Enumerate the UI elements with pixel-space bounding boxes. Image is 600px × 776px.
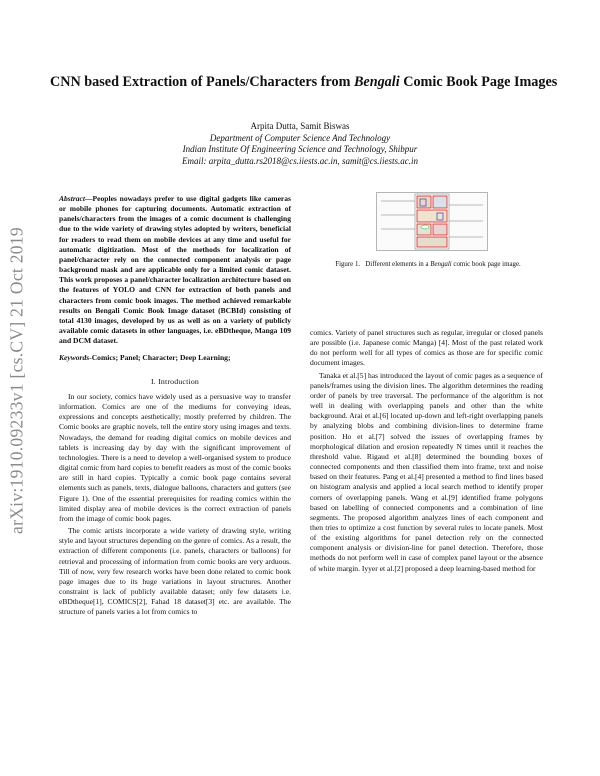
paper-title bbox=[50, 74, 558, 91]
title-prefix: CNN based Extraction of Panels/Characters from bbox=[50, 74, 354, 90]
author-names: Arpita Dutta, Samit Biswas bbox=[250, 121, 350, 131]
caption-prefix: Different elements in a bbox=[365, 261, 431, 268]
section-number: I. bbox=[150, 377, 156, 386]
title-italic: Bengali bbox=[353, 74, 400, 90]
abstract-text: —Peoples nowadays prefer to use digital gadgets like cameras or mobile phones for capturing documents. Automatic extraction of panels/characters from the images of a comic document is challenging due to the wide variety of drawing styles adopted by writers, beneficial for readers to read them on mobile devices at any time and useful for automatic digitization. Most of the methods for localization of panel/character rely on the connected component analysis or page background mask and are applicable only for a limited comic dataset. This work proposes a panel/character localization architecture based on the features of YOLO and CNN for extraction of both panels and characters from comic book images. The method achieved remarkable results on Bengali Comic Book Image dataset (BCBId) consisting of total 4130 images, developed by us as well as on a variety of publicly available comic datasets in other languages, i.e. eBDtheque, Manga 109 and DCM dataset. bbox=[59, 194, 291, 346]
author-block bbox=[60, 121, 540, 167]
author-department: Department of Computer Science And Technology bbox=[209, 132, 391, 143]
author-email: Email: arpita_dutta.rs2018@cs.iiests.ac.in, samit@cs.iiests.ac.in bbox=[181, 155, 419, 166]
caption-suffix: comic book page image. bbox=[451, 261, 521, 268]
keywords-text: -Comics; Panel; Character; Deep Learning; bbox=[89, 353, 231, 362]
comic-page-thumbnail bbox=[377, 193, 487, 250]
abstract-label: Abstract bbox=[59, 194, 85, 203]
title-suffix: Comic Book Page Images bbox=[399, 74, 558, 90]
figure-1-caption bbox=[312, 261, 544, 268]
paragraph: In our society, comics have widely used as a persuasive way to transfer information. Comics are one of the mediums for conveying ideas, expressions and concepts aesthetically; mostly preferred by children. The Comic books are graphic novels, tell the entire story using images and texts. Nowadays, the demand for reading digital comics on mobile devices and tablets is increasing day by day with the significant improvement of technologies. There is a need to develop a well-organised system to produce digital comic from hard copies to benefit readers as most of the comic books are still in hard copies. Typically a comic book page contains several elements such as panels, texts, dialogue balloons, characters and gutters (see Figure 1). One of the essential prerequisites for reading comics within the limited display area of mobile devices is the correct extraction of panels from the image of comic book pages. bbox=[59, 392, 291, 523]
caption-italic: Bengali bbox=[430, 261, 452, 268]
author-institute: Indian Institute Of Engineering Science and Technology, Shibpur bbox=[182, 144, 418, 155]
paragraph: Tanaka et al.[5] has introduced the layout of comic pages as a sequence of panels/frames using the division lines. The algorithm determines the reading order of panels by tree traversal. The performance of the algorithm is not well in dealing with overlapping panels and other than the white background. Arai et al.[6] located up-down and left-right overlapping panels by analyzing blobs and combining division-lines to determine frame position. Ho et al.[7] solved the issues of overlapping frames by morphological dilation and erosion repeatedly N times until it reaches the threshold value. Rigaud et al.[8] determined the bounding boxes of connected components and then classified them into frame, text and noise based on their features. Pang et al.[4] presented a method to find lines based on histogram analysis and applied a local search method to identify proper corners of overlapping panels. Wang et al.[9] identified frame polygons based on labelling of connected components and a combination of line segments. The proposed algorithm analyzes lines of each component and then tries to optimize a cost function by several rules to locate panels. Most of the existing algorithms for panel detection rely on the connected component analysis or division-line for panel detection. Therefore, those methods do not perform well in case of complex panel layout or the absence of white margin. Iyyer et al.[2] proposed a deep learning-based method for bbox=[310, 370, 543, 573]
figure-1-image bbox=[376, 192, 488, 251]
arxiv-identifier: arXiv:1910.09233v1 [cs.CV] 21 Oct 2019 bbox=[6, 227, 27, 534]
keywords bbox=[59, 353, 291, 363]
abstract bbox=[59, 194, 291, 346]
section-title: Introduction bbox=[158, 377, 200, 386]
left-column-body bbox=[59, 392, 291, 617]
right-column-body bbox=[310, 328, 543, 574]
paragraph: comics. Variety of panel structures such as regular, irregular or closed panels are possible (i.e. Japanese comic Manga) [4]. Most of the past related work do not perform well for all types of comics as those are for specific comic document images. bbox=[310, 328, 543, 368]
paragraph: The comic artists incorporate a wide variety of drawing style, writing style and layout structures depending on the genre of comics. As a result, the extraction of different components (i.e. panels, characters or balloons) for retrieval and processing of information from comic books are very arduous. Till of now, very few research works have been done related to comic book page images due to its huge variations in layout structures. Another constraint is lack of publicly available dataset; only few datasets i.e. eBDtheque[1], COMICS[2], Fahad 18 dataset[3] etc. are available. The structure of panels varies a lot from comics to bbox=[59, 526, 291, 617]
section-heading bbox=[59, 377, 291, 386]
figure-label: Figure 1. bbox=[335, 261, 361, 268]
keywords-label: Keywords bbox=[59, 353, 90, 362]
